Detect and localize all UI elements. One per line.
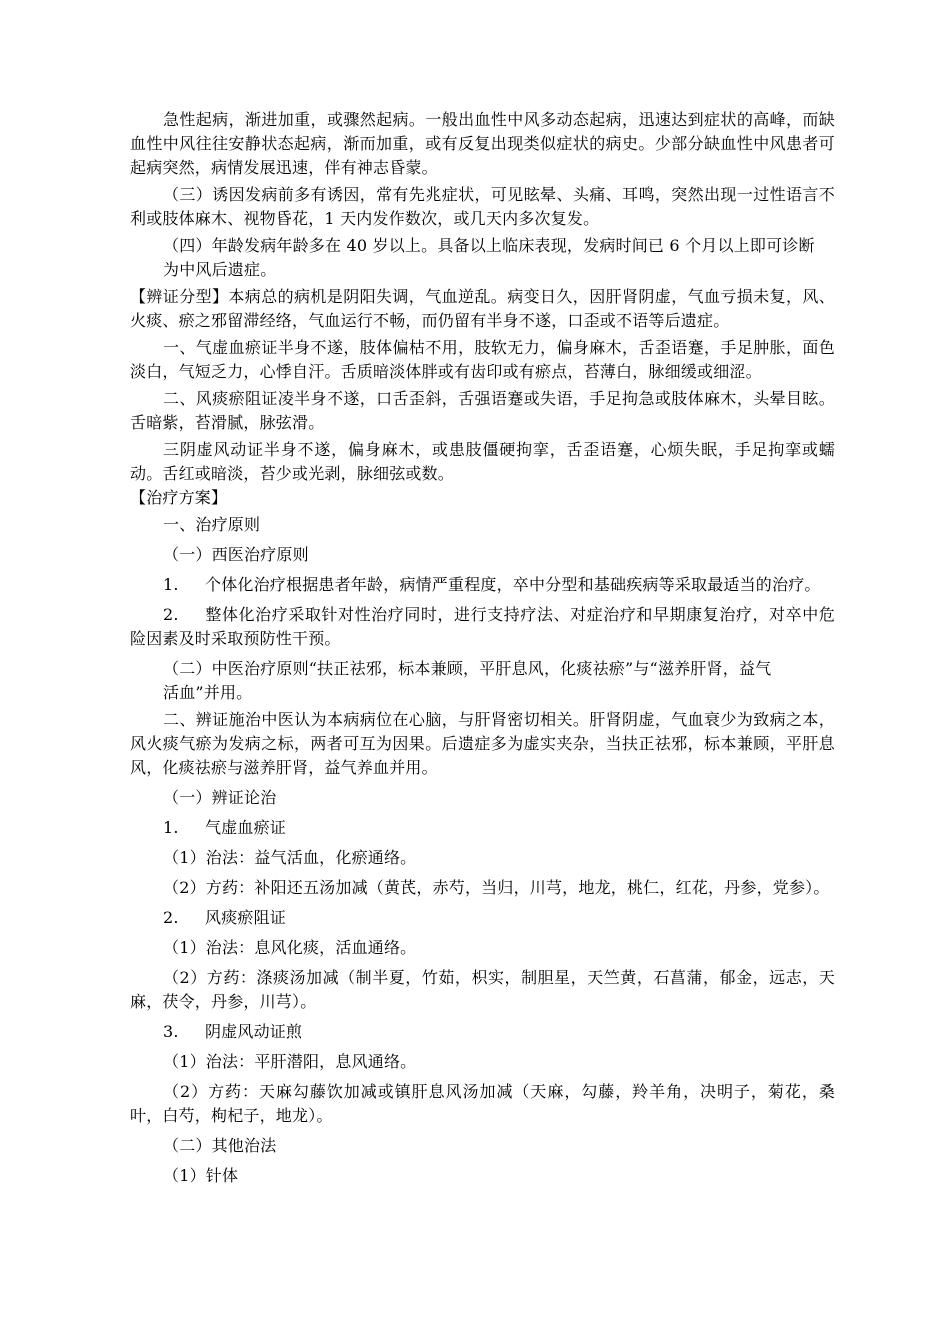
paragraph-method-2: （1）治法：息风化痰，活血通络。 [163,938,417,957]
list-item-individualized [130,573,835,597]
paragraph-age: （四）年龄发病年龄多在 40 岁以上。具备以上临床表现，发病时间已 6 个月以上即可诊断 [163,236,815,255]
list-number: 3. [163,1022,179,1041]
heading-other-methods: （二）其他治法 [163,1136,277,1155]
list-text: 阴虚风动证煎 [205,1022,303,1041]
list-number: 2. [163,908,179,927]
list-number: 1. [163,818,179,837]
paragraph-prescription-2: （2）方药：涤痰汤加减（制半夏，竹茹，枳实，制胆星，天竺黄，石菖蒲，郁金，远志，天麻，茯令，丹参，川芎）。 [130,968,835,1011]
paragraph-inducement: （三）诱因发病前多有诱因，常有先兆症状，可见眩晕、头痛、耳鸣，突然出现一过性语言不利或肢体麻木、视物昏花，1 天内发作数次，或几天内多次复发。 [130,185,835,228]
list-text: 气虚血瘀证 [205,818,287,837]
paragraph-onset: 急性起病，渐进加重，或骤然起病。一般出血性中风多动态起病，迅速达到症状的高峰，而缺血性中风往往安静状态起病，渐而加重，或有反复出现类似症状的病史。少部分缺血性中风患者可起病突然，病情发展迅速，伴有神志昏蒙。 [130,110,835,177]
paragraph-acupuncture: （1）针体 [163,1166,239,1185]
paragraph-tcm-principles-continued: 活血”并用。 [163,683,253,702]
list-number: 1. [163,575,179,594]
list-item-holistic [130,603,835,651]
paragraph-prescription-3: （2）方药：天麻勾藤饮加减或镇肝息风汤加减（天麻，勾藤，羚羊角，决明子，菊花，桑叶，白芍，枸杞子，地龙）。 [130,1082,835,1125]
list-number: 2. [163,605,179,624]
heading-treatment-plan: 【治疗方案】 [130,488,228,507]
list-item-qi-deficiency [130,816,835,840]
paragraph-qi-deficiency: 一、气虚血瘀证半身不遂，肢体偏枯不用，肢软无力，偏身麻木，舌歪语蹇，手足肿胀，面色淡白，气短乏力，心悸自汗。舌质暗淡体胖或有齿印或有瘀点，苔薄白，脉细缓或细涩。 [130,338,835,381]
list-item-yin-deficiency [130,1020,835,1044]
heading-differentiation-treatment: （一）辨证论治 [163,788,277,807]
heading-treatment-principles: 一、治疗原则 [163,515,261,534]
list-text: 整体化治疗采取针对性治疗同时，进行支持疗法、对症治疗和早期康复治疗，对卒中危险因素及时采取预防性干预。 [130,605,835,648]
paragraph-age-continued: 为中风后遗症。 [163,260,277,279]
document-page [130,108,835,1188]
paragraph-method-3: （1）治法：平肝潜阳，息风通络。 [163,1052,417,1071]
paragraph-wind-phlegm: 二、风痰瘀阻证凌半身不遂，口舌歪斜，舌强语蹇或失语，手足拘急或肢体麻木，头晕目眩。舌暗紫，苔滑腻，脉弦滑。 [130,389,835,432]
paragraph-syndrome-types: 【辨证分型】本病总的病机是阴阳失调，气血逆乱。病变日久，因肝肾阴虚，气血亏损未复，风、火痰、瘀之邪留滞经络，气血运行不畅，而仍留有半身不遂，口歪或不语等后遗症。 [130,287,835,330]
heading-western-principles: （一）西医治疗原则 [163,545,309,564]
list-text: 个体化治疗根据患者年龄，病情严重程度，卒中分型和基础疾病等采取最适当的治疗。 [205,575,821,594]
paragraph-method-1: （1）治法：益气活血，化瘀通络。 [163,848,417,867]
paragraph-prescription-1: （2）方药：补阳还五汤加减（黄芪，赤芍，当归，川芎，地龙，桃仁，红花，丹参，党参）。 [163,878,830,897]
list-text: 风痰瘀阻证 [205,908,287,927]
paragraph-syndrome-differentiation: 二、辨证施治中医认为本病病位在心脑，与肝肾密切相关。肝肾阴虚，气血衰少为致病之本，风火痰气瘀为发病之标，两者可互为因果。后遗症多为虚实夹杂，当扶正祛邪，标本兼顾，平肝息风，化痰祛瘀与滋养肝肾，益气养血并用。 [130,710,835,777]
list-item-wind-phlegm [130,906,835,930]
paragraph-tcm-principles: （二）中医治疗原则“扶正祛邪，标本兼顾，平肝息风，化痰祛瘀”与“滋养肝肾，益气 [163,659,772,678]
paragraph-yin-deficiency: 三阴虚风动证半身不遂，偏身麻木，或患肢僵硬拘挛，舌歪语蹇，心烦失眠，手足拘挛或蠕动。舌红或暗淡，苔少或光剥，脉细弦或数。 [130,440,835,483]
